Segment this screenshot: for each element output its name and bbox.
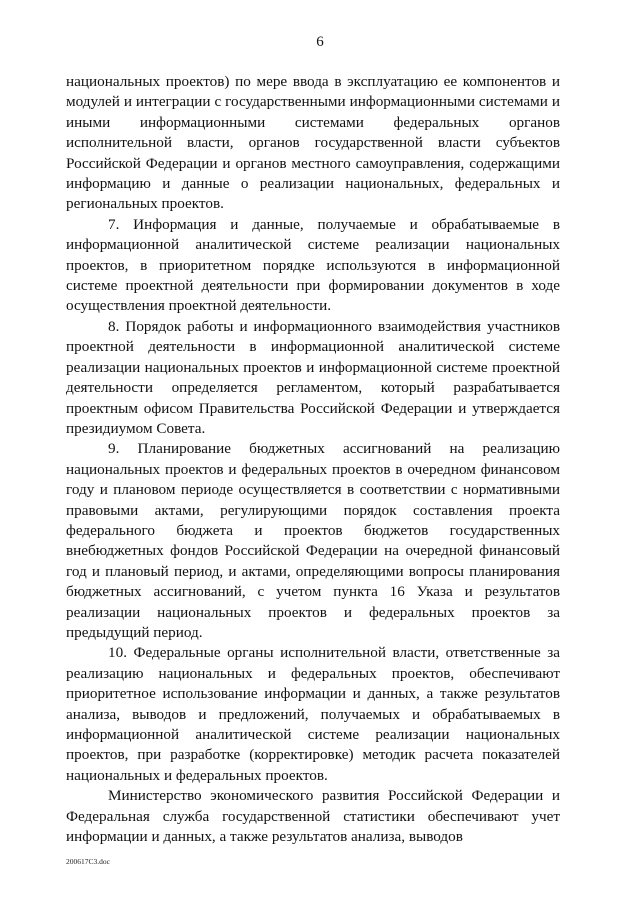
file-name-footer: 200617C3.doc: [66, 857, 110, 866]
paragraph-9: 9. Планирование бюджетных ассигнований на реализацию национальных проектов и федеральных проектов в очередном финансовом году и плановом периоде осуществляется в соответствии с нормативными правовыми актами, регулирующими порядок составления проекта федерального бюджета и проектов бюджетов государственных внебюджетных фондов Российской Федерации на очередной финансовый год и плановый период, и актами, определяющими вопросы планирования бюджетных ассигнований, с учетом пункта 16 Указа и результатов реализации национальных проектов и федеральных проектов за предыдущий период.: [66, 440, 560, 641]
page-number: 6: [316, 34, 324, 50]
document-body: [66, 72, 560, 847]
paragraph-10: 10. Федеральные органы исполнительной власти, ответственные за реализацию национальных и федеральных проектов, обеспечивают приоритетное использование информации и данных, а также результатов анализа, выводов и предложений, получаемых и обрабатываемых в информационной аналитической системе реализации национальных проектов, при разработке (корректировке) методик расчета показателей национальных и федеральных проектов.: [66, 644, 560, 784]
paragraph-continuation: национальных проектов) по мере ввода в эксплуатацию ее компонентов и модулей и интеграции с государственными информационными системами и иными информационными системами федеральных органов исполнительной власти, органов государственной власти субъектов Российской Федерации и органов местного самоуправления, содержащими информацию и данные о реализации национальных, федеральных и региональных проектов.: [66, 73, 560, 213]
paragraph-8: 8. Порядок работы и информационного взаимодействия участников проектной деятельности в информационной аналитической системе реализации национальных проектов и информационной системе проектной деятельности определяется регламентом, который разрабатывается проектным офисом Правительства Российской Федерации и утверждается президиумом Совета.: [66, 317, 560, 437]
paragraph-10-continued: Министерство экономического развития Российской Федерации и Федеральная служба государственной статистики обеспечивают учет информации и данных, а также результатов анализа, выводов: [66, 787, 560, 846]
paragraph-7: 7. Информация и данные, получаемые и обрабатываемые в информационной аналитической системе реализации национальных проектов, в приоритетном порядке используются в информационной системе проектной деятельности при формировании документов в ходе осуществления проектной деятельности.: [66, 215, 560, 315]
